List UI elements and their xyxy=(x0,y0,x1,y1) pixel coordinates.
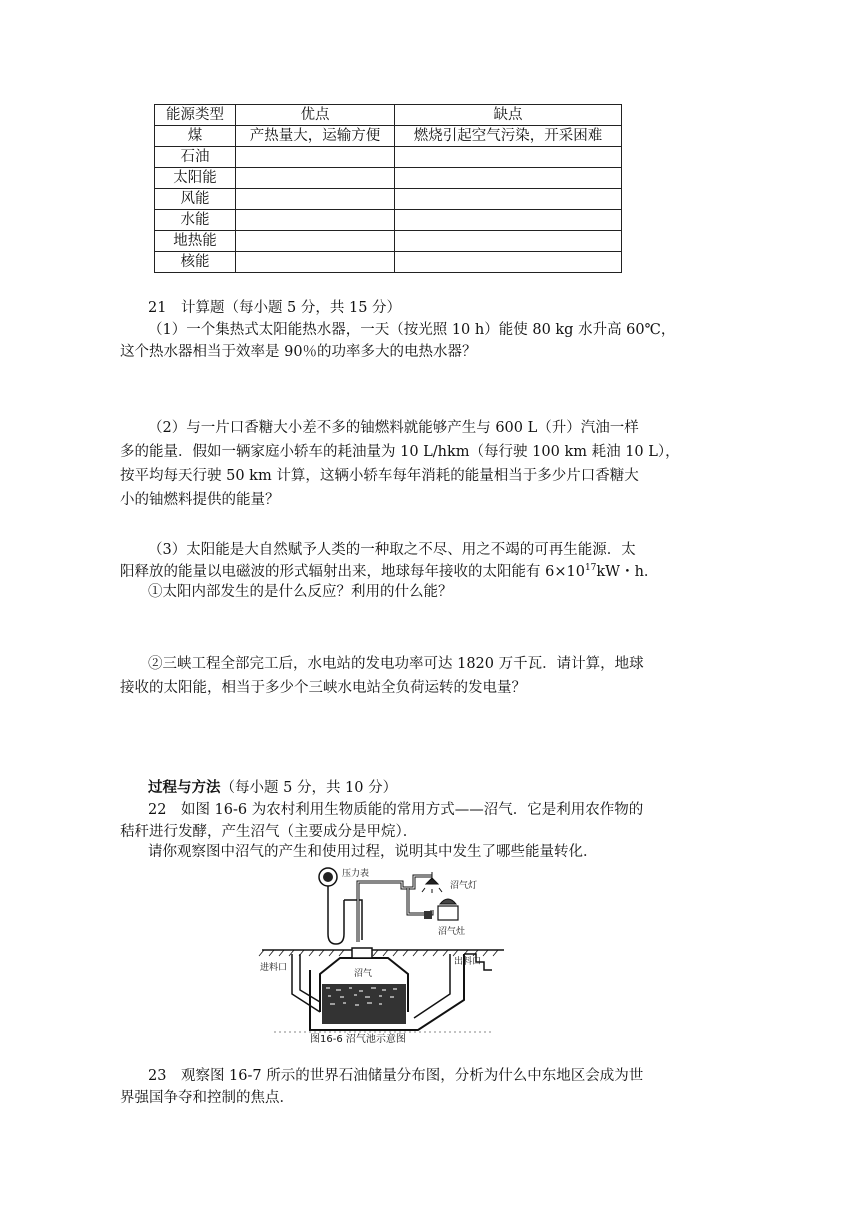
q21-part2-line4: 小的铀燃料提供的能量？ xyxy=(120,492,280,508)
table-cell: 水能 xyxy=(155,210,236,231)
header-cell: 优点 xyxy=(236,105,395,126)
label-pressure-gauge: 压力表 xyxy=(342,869,370,879)
q23-line2: 界强国争夺和控制的焦点． xyxy=(120,1090,294,1106)
outlet-channel xyxy=(414,954,450,1018)
table-row xyxy=(155,189,622,210)
q21-part2-line2: 多的能量．假如一辆家庭小轿车的耗油量为 10 L/hkm（每行驶 100 km 耗油 10 L）， xyxy=(120,444,680,460)
biogas-lamp-icon xyxy=(426,872,438,884)
stove-pipe-inner xyxy=(408,888,432,914)
lamp-rays xyxy=(422,888,442,893)
table-row xyxy=(155,210,622,231)
label-biogas: 沼气 xyxy=(354,969,373,979)
q21-part3-line2-unit: kW・h． xyxy=(596,564,659,580)
table-cell: 地热能 xyxy=(155,231,236,252)
table-cell xyxy=(236,252,395,273)
gas-pipe xyxy=(358,876,432,942)
table-cell xyxy=(236,147,395,168)
stove-pot xyxy=(440,899,456,904)
q22-line3: 请你观察图中沼气的产生和使用过程，说明其中发生了哪些能量转化． xyxy=(148,844,598,860)
table-header-row xyxy=(155,105,622,126)
table-cell: 煤 xyxy=(155,126,236,147)
table-cell xyxy=(395,168,622,189)
header-cell: 缺点 xyxy=(395,105,622,126)
biogas-stove-icon xyxy=(438,906,458,920)
q21-part1-line2: 这个热水器相当于效率是 90％的功率多大的电热水器？ xyxy=(120,344,477,360)
label-biogas-stove: 沼气灶 xyxy=(438,927,466,937)
table-cell xyxy=(236,189,395,210)
manometer-tube xyxy=(328,886,344,944)
q23-line1: 23 观察图 16-7 所示的世界石油储量分布图，分析为什么中东地区会成为世 xyxy=(148,1068,644,1084)
q21-part3-question2-line1: ②三峡工程全部完工后，水电站的发电功率可达 1820 万千瓦．请计算，地球 xyxy=(148,656,644,672)
q21-part1-line1: （1）一个集热式太阳能热水器，一天（按光照 10 h）能使 80 kg 水升高 60℃， xyxy=(148,322,676,338)
table-cell xyxy=(395,147,622,168)
q21-part2-line3: 按平均每天行驶 50 km 计算，这辆小轿车每年消耗的能量相当于多少片口香糖大 xyxy=(120,468,639,484)
table-cell: 风能 xyxy=(155,189,236,210)
figure-caption: 图16-6 沼气池示意图 xyxy=(310,1034,406,1045)
table-row xyxy=(155,147,622,168)
table-row xyxy=(155,252,622,273)
table-cell xyxy=(236,210,395,231)
ground-hatching xyxy=(259,950,498,956)
energy-comparison-table xyxy=(154,104,622,273)
q22-line2: 秸秆进行发酵，产生沼气（主要成分是甲烷）． xyxy=(120,824,418,840)
table-row xyxy=(155,168,622,189)
header-cell: 能源类型 xyxy=(155,105,236,126)
gauge-dial xyxy=(323,872,333,882)
biogas-tank-diagram xyxy=(254,862,504,1052)
q21-part3-line2-text: 阳释放的能量以电磁波的形式辐射出来，地球每年接收的太阳能有 6×10 xyxy=(120,564,585,580)
table-row xyxy=(155,126,622,147)
q21-part3-question1: ①太阳内部发生的是什么反应？利用的什么能？ xyxy=(148,584,453,600)
section-score: （每小题 5 分，共 10 分） xyxy=(220,780,398,796)
section-title: 过程与方法 xyxy=(148,779,221,796)
table-cell: 燃烧引起空气污染，开采困难 xyxy=(395,126,622,147)
table-cell xyxy=(395,231,622,252)
q21-part3-line1: （3）太阳能是大自然赋予人类的一种取之不尽、用之不竭的可再生能源．太 xyxy=(148,542,636,558)
table-cell: 核能 xyxy=(155,252,236,273)
table-cell: 产热量大，运输方便 xyxy=(236,126,395,147)
table-row xyxy=(155,231,622,252)
q22-line1: 22 如图 16-6 为农村利用生物质能的常用方式——沼气．它是利用农作物的 xyxy=(148,802,644,818)
table-cell: 石油 xyxy=(155,147,236,168)
gas-pipe-inner xyxy=(358,876,432,942)
biogas-diagram-svg xyxy=(254,862,504,1052)
q21-heading: 21 计算题（每小题 5 分，共 15 分） xyxy=(148,300,402,316)
label-outlet: 出料口 xyxy=(454,957,482,967)
table-cell xyxy=(236,168,395,189)
label-inlet: 进料口 xyxy=(260,963,288,973)
table-cell xyxy=(395,210,622,231)
table-cell xyxy=(395,252,622,273)
exponent: 17 xyxy=(584,563,597,573)
q21-part2-line1: （2）与一片口香糖大小差不多的铀燃料就能够产生与 600 L（升）汽油一样 xyxy=(148,420,639,436)
stove-pipe xyxy=(408,888,432,914)
label-biogas-lamp: 沼气灯 xyxy=(450,881,478,891)
section-process-heading xyxy=(148,776,397,800)
valve-icon xyxy=(424,911,432,919)
table-cell xyxy=(395,189,622,210)
table-cell xyxy=(236,231,395,252)
table-cell: 太阳能 xyxy=(155,168,236,189)
inlet-channel xyxy=(292,954,320,1012)
q21-part3-question2-line2: 接收的太阳能，相当于多少个三峡水电站全负荷运转的发电量？ xyxy=(120,680,526,696)
gas-outlet-cap xyxy=(352,948,372,958)
